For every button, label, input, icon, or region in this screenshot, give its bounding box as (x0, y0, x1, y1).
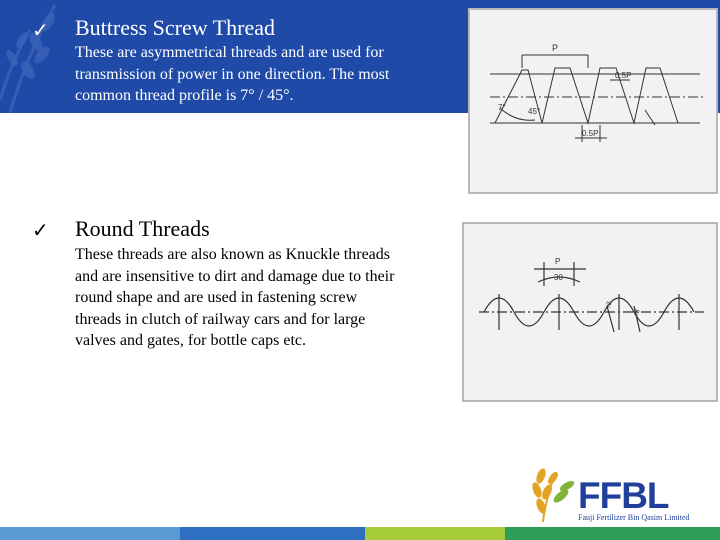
logo-subtitle: Fauji Fertilizer Bin Qasim Limited (578, 513, 690, 522)
angle-right-label: 45° (528, 107, 541, 116)
radius-label-2: r3 (633, 308, 642, 317)
section-body-buttress: These are asymmetrical threads and are used for transmission of power in one direction. The most common thread profile is 7° / 45°. (75, 44, 390, 104)
top-flat-label: 0.5P (615, 71, 632, 80)
angle-left-label: 7° (498, 103, 506, 112)
wheat-watermark-icon (0, 0, 70, 113)
pitch-label: P (552, 43, 559, 53)
angle-label: 30 (554, 273, 563, 282)
checkmark-icon: ✓ (32, 20, 49, 42)
logo-wordmark: FFBL (578, 475, 669, 516)
footer-bar-2 (180, 527, 365, 540)
bottom-flat-label: 0.5P (582, 129, 599, 138)
footer-bar-3 (365, 527, 505, 540)
footer-bar-4 (505, 527, 720, 540)
checkmark-icon: ✓ (32, 220, 49, 242)
pitch-label: P (555, 257, 561, 266)
section-body-round: These threads are also known as Knuckle threads and are insensitive to dirt and damage due to their round shape and are used in fastening screw threads in clutch of railway cars and for large valves and gates, for bottle caps etc. (75, 246, 395, 349)
footer-bar-1 (0, 527, 180, 540)
radius-label-1: r2 (605, 300, 614, 309)
section-title-buttress: Buttress Screw Thread (75, 15, 275, 40)
round-thread-diagram (462, 222, 718, 402)
buttress-thread-diagram (468, 8, 718, 194)
section-title-round: Round Threads (75, 216, 210, 241)
